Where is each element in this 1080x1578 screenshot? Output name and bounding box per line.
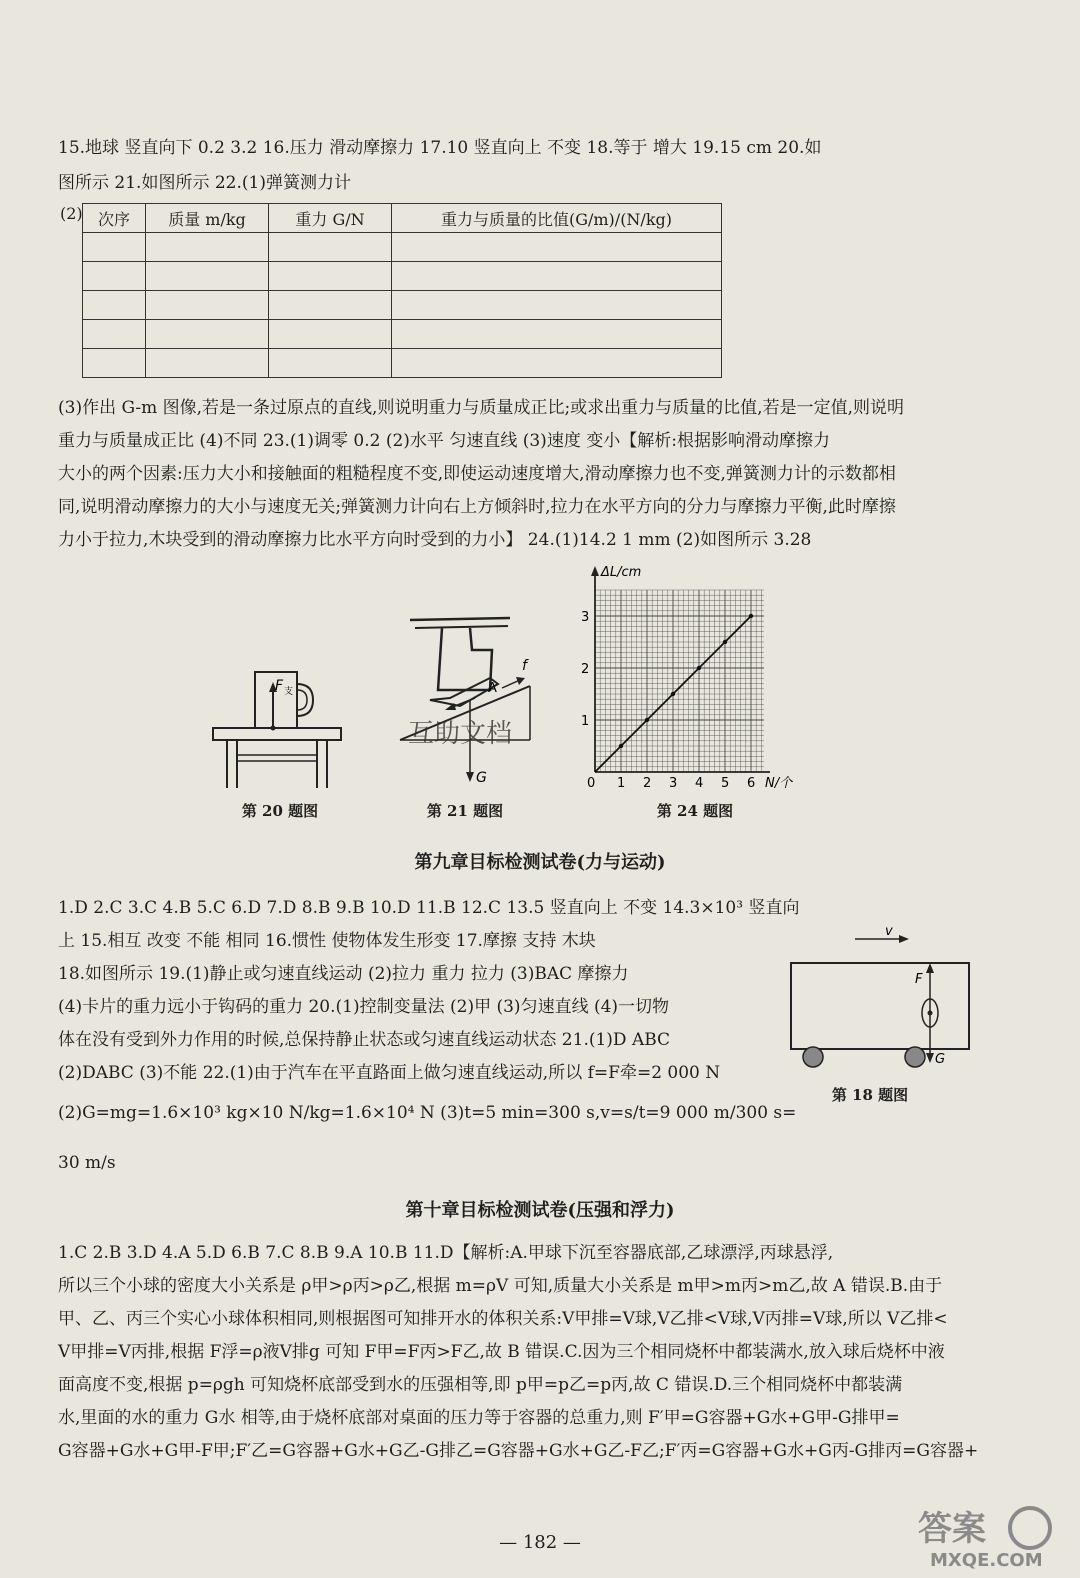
answer-line: 甲、乙、丙三个实心小球体积相同,则根据图可知排开水的体积关系:V甲排=V球,V乙排<V球,V丙排=V球,所以 V乙排< (58, 1309, 948, 1329)
data-point (619, 744, 623, 748)
data-point (645, 718, 649, 722)
x-axis-label: N/个 (765, 776, 793, 790)
answer-line: (2)DABC (3)不能 22.(1)由于汽车在平直路面上做匀速直线运动,所以 f=F牵=2 000 N (58, 1063, 721, 1083)
table-header: 重力 G/N (269, 204, 392, 233)
data-point (723, 640, 727, 644)
answer-line: 所以三个小球的密度大小关系是 ρ甲>ρ丙>ρ乙,根据 m=ρV 可知,质量大小关系是 m甲>m丙>m乙,故 A 错误.B.由于 (58, 1276, 943, 1296)
table-row (83, 291, 722, 320)
figure-18-cart (785, 925, 975, 1080)
stamp-text: 互助文档 (408, 719, 513, 749)
answer-line: 1.D 2.C 3.C 4.B 5.C 6.D 7.D 8.B 9.B 10.D 11.B 12.C 13.5 竖直向上 不变 14.3×10³ 竖直向 (58, 898, 800, 918)
figure-caption: 第 24 题图 (656, 802, 734, 820)
force-subscript: 支 (284, 687, 294, 697)
data-point (671, 692, 675, 696)
answer-line: 重力与质量成正比 (4)不同 23.(1)调零 0.2 (2)水平 匀速直线 (3)速度 变小【解析:根据影响滑动摩擦力 (58, 431, 830, 451)
x-tick-labels (617, 776, 755, 790)
x-tick-label: 6 (747, 776, 756, 790)
data-point (749, 614, 753, 618)
point-label-a: A (488, 681, 497, 696)
table-row (83, 233, 722, 262)
y-tick-label: 1 (581, 714, 590, 729)
y-axis-arrow (591, 566, 599, 576)
figure-20-table-cup (205, 660, 355, 790)
answer-line: 1.C 2.B 3.D 4.A 5.D 6.B 7.C 8.B 9.A 10.B 11.D【解析:A.甲球下沉至容器底部,乙球漂浮,丙球悬浮, (58, 1243, 834, 1263)
page-number: — 182 — (499, 1532, 581, 1553)
table-label: (2) (60, 204, 83, 223)
force-label-g: G (935, 1052, 946, 1067)
chapter-title: 第十章目标检测试卷(压强和浮力) (405, 1200, 675, 1221)
force-label-f: F (915, 972, 923, 987)
chart-series (595, 614, 753, 772)
table-header-row (83, 204, 722, 233)
data-point (697, 666, 701, 670)
table-header: 质量 m/kg (146, 204, 269, 233)
figure-caption: 第 18 题图 (831, 1086, 909, 1104)
answer-line: (3)作出 G-m 图像,若是一条过原点的直线,则说明重力与质量成正比;或求出重力与质量的比值,若是一定值,则说明 (58, 398, 904, 418)
y-axis-label: ΔL/cm (601, 565, 642, 580)
figure-caption: 第 21 题图 (426, 802, 504, 820)
force-label-g: G (476, 770, 487, 786)
figure-24-chart (565, 560, 825, 790)
figure-caption: 第 20 题图 (241, 802, 319, 820)
answer-line: 30 m/s (58, 1153, 116, 1173)
record-table (82, 203, 722, 378)
answer-line: 面高度不变,根据 p=ρgh 可知烧杯底部受到水的压强相等,即 p甲=p乙=p丙,故 C 错误.D.三个相同烧杯中都装满 (58, 1375, 903, 1395)
answer-line: G容器+G水+G甲-F甲;F′乙=G容器+G水+G乙-G排乙=G容器+G水+G乙-F乙;F′丙=G容器+G水+G丙-G排丙=G容器+ (58, 1441, 979, 1461)
x-tick-label: 1 (617, 776, 626, 790)
answer-line: (4)卡片的重力远小于钩码的重力 20.(1)控制变量法 (2)甲 (3)匀速直线 (4)一切物 (58, 997, 670, 1017)
velocity-label: v (885, 925, 893, 939)
y-tick-label: 2 (581, 662, 590, 677)
table-header: 次序 (83, 204, 146, 233)
answer-line: 体在没有受到外力作用的时候,总保持静止状态或匀速直线运动状态 21.(1)D ABC (58, 1030, 671, 1050)
answer-line: 同,说明滑动摩擦力的大小与速度无关;弹簧测力计向右上方倾斜时,拉力在水平方向的分力与摩擦力平衡,此时摩擦 (58, 497, 896, 517)
y-tick-labels (581, 610, 589, 729)
force-label-f: f (522, 658, 527, 674)
y-tick-label: 3 (581, 610, 590, 625)
answer-line: 力小于拉力,木块受到的滑动摩擦力比水平方向时受到的力小】 24.(1)14.2 1 mm (2)如图所示 3.28 (58, 530, 812, 550)
table-header: 重力与质量的比值(G/m)/(N/kg) (392, 204, 722, 233)
answer-line: 大小的两个因素:压力大小和接触面的粗糙程度不变,即使运动速度增大,滑动摩擦力也不变,弹簧测力计的示数都相 (58, 464, 896, 484)
table-row (83, 349, 722, 378)
answer-line: V甲排=V丙排,根据 F浮=ρ液V排g 可知 F甲=F丙>F乙,故 B 错误.C.因为三个相同烧杯中都装满水,放入球后烧杯中液 (58, 1342, 945, 1362)
force-label-f: F (275, 678, 284, 694)
watermark-url: MXQE.COM (930, 1550, 1043, 1570)
watermark-logo (910, 1500, 1060, 1570)
answer-line: 图所示 21.如图所示 22.(1)弹簧测力计 (58, 173, 351, 193)
answer-line: (2)G=mg=1.6×10³ kg×10 N/kg=1.6×10⁴ N (3)t=5 min=300 s,v=s/t=9 000 m/300 s= (58, 1103, 797, 1123)
table-row (83, 262, 722, 291)
answer-line: 18.如图所示 19.(1)静止或匀速直线运动 (2)拉力 重力 拉力 (3)BAC 摩擦力 (58, 964, 629, 984)
chapter-title: 第九章目标检测试卷(力与运动) (414, 852, 666, 873)
x-tick-label: 5 (721, 776, 730, 790)
x-tick-label: 4 (695, 776, 704, 790)
x-tick-label: 3 (669, 776, 678, 790)
answer-line: 上 15.相互 改变 不能 相同 16.惯性 使物体发生形变 17.摩擦 支持 木块 (58, 931, 596, 951)
figure-21-incline (390, 590, 550, 790)
watermark-text: 答案 (918, 1509, 986, 1549)
table-row (83, 320, 722, 349)
answer-line: 水,里面的水的重力 G水 相等,由于烧杯底部对桌面的压力等于容器的总重力,则 F′甲=G容器+G水+G甲-G排甲= (58, 1408, 900, 1428)
answer-line: 15.地球 竖直向下 0.2 3.2 16.压力 滑动摩擦力 17.10 竖直向上 不变 18.等于 增大 19.15 cm 20.如 (58, 138, 822, 158)
origin-label: 0 (587, 776, 596, 790)
x-tick-label: 2 (643, 776, 652, 790)
